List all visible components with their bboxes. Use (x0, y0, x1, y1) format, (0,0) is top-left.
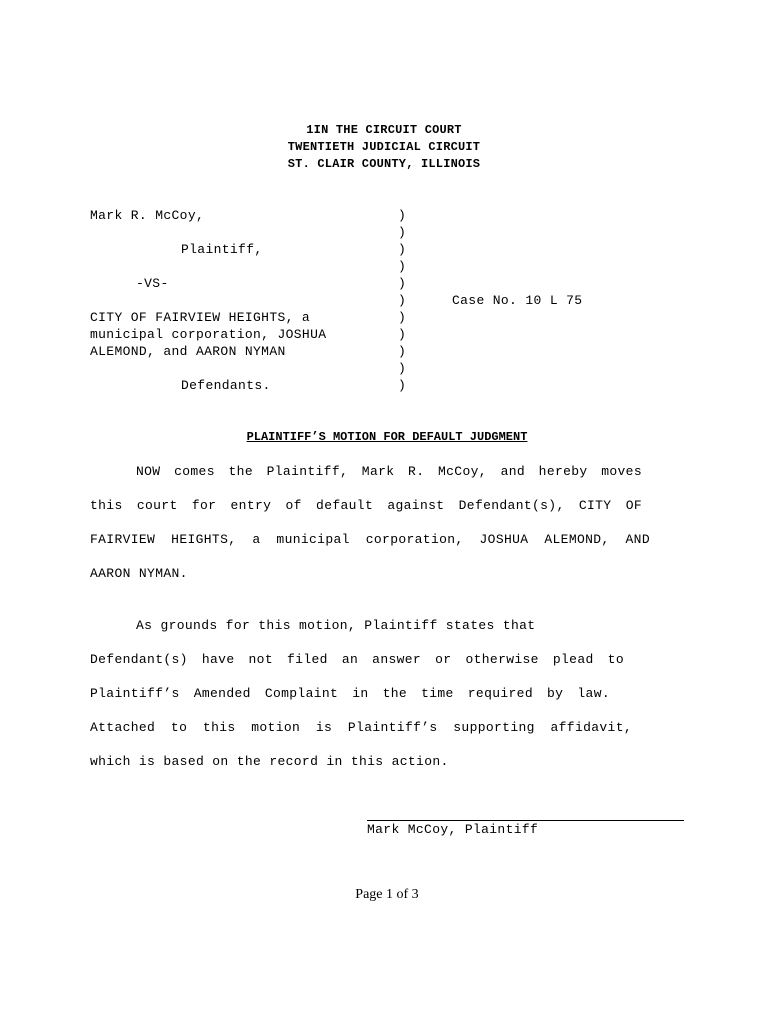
caption-paren: ) (398, 293, 407, 308)
caption-paren: ) (398, 276, 407, 291)
paragraph-1-line-1: NOW comes the Plaintiff, Mark R. McCoy, and hereby moves (136, 464, 642, 479)
caption-paren: ) (398, 225, 407, 240)
paragraph-2-line-2: Defendant(s) have not filed an answer or otherwise plead to (90, 652, 624, 667)
caption-paren: ) (398, 327, 407, 342)
caption-paren: ) (398, 242, 407, 257)
defendants-line-2: municipal corporation, JOSHUA (90, 327, 327, 342)
court-name: 1IN THE CIRCUIT COURT (306, 123, 462, 137)
paragraph-2-line-4: Attached to this motion is Plaintiff’s supporting affidavit, (90, 720, 632, 735)
caption-paren: ) (398, 259, 407, 274)
plaintiff-name: Mark R. McCoy, (90, 208, 205, 223)
judicial-circuit: TWENTIETH JUDICIAL CIRCUIT (287, 140, 481, 154)
paragraph-2-line-1: As grounds for this motion, Plaintiff states that (136, 618, 536, 633)
page-number: Page 1 of 3 (355, 887, 419, 902)
county-state: ST. CLAIR COUNTY, ILLINOIS (287, 157, 481, 171)
caption-paren: ) (398, 361, 407, 376)
defendants-role: Defendants. (181, 378, 271, 393)
caption-paren: ) (398, 208, 407, 223)
caption-paren: ) (398, 378, 407, 393)
paragraph-2-line-5: which is based on the record in this action. (90, 754, 449, 769)
paragraph-2-line-3: Plaintiff’s Amended Complaint in the time required by law. (90, 686, 610, 701)
plaintiff-role: Plaintiff, (181, 242, 263, 257)
case-number: Case No. 10 L 75 (452, 293, 583, 308)
signature-name: Mark McCoy, Plaintiff (367, 822, 539, 837)
paragraph-1-line-2: this court for entry of default against Defendant(s), CITY OF (90, 498, 642, 513)
caption-paren: ) (398, 344, 407, 359)
paragraph-1-line-4: AARON NYMAN. (90, 566, 188, 581)
motion-title: PLAINTIFF’S MOTION FOR DEFAULT JUDGMENT (246, 430, 528, 444)
paragraph-1-line-3: FAIRVIEW HEIGHTS, a municipal corporation, JOSHUA ALEMOND, AND (90, 532, 650, 547)
caption-paren: ) (398, 310, 407, 325)
defendants-line-3: ALEMOND, and AARON NYMAN (90, 344, 286, 359)
defendants-line-1: CITY OF FAIRVIEW HEIGHTS, a (90, 310, 311, 325)
versus-label: -VS- (136, 276, 169, 291)
